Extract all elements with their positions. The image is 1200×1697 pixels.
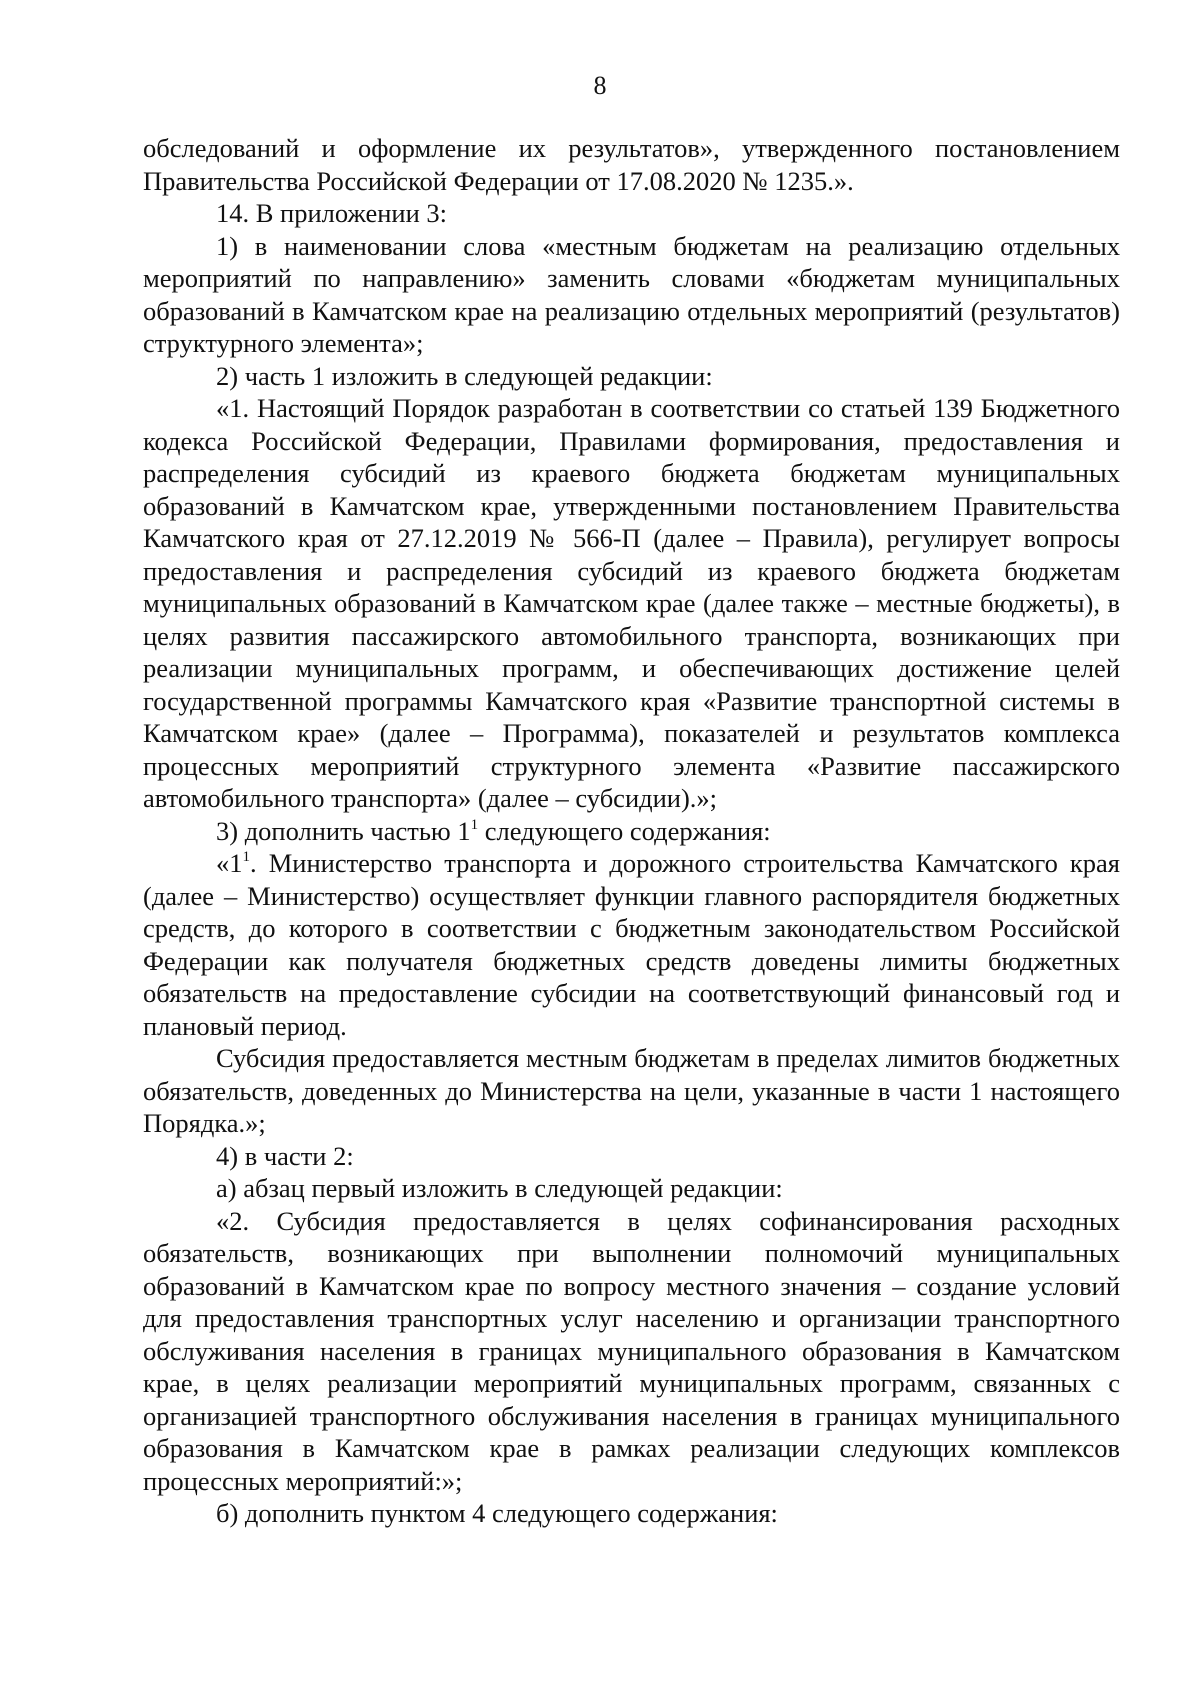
superscript: 1: [470, 816, 479, 833]
paragraph-subitem-2: 2) часть 1 изложить в следующей редакции:: [216, 360, 713, 391]
paragraph-part-2-text: «2. Субсидия предоставляется в целях софинансирования расходных обязательств, возникающих при выполнении полномочий муниципальных образований в Камчатском крае по вопросу местного значения – создание условий для предоставления транспортных услуг населению и организации транспортного обслуживания населения в границах муниципального образования в Камчатском крае, в целях реализации мероприятий муниципальных программ, связанных с организацией транспортного обслуживания населения в границах муниципального образования в Камчатском крае в рамках реализации следующих комплексов процессных мероприятий:»;: [143, 1205, 1120, 1496]
paragraph-subitem-4a: а) абзац первый изложить в следующей редакции:: [216, 1173, 783, 1203]
paragraph-subitem-1: 1) в наименовании слова «местным бюджетам на реализацию отдельных мероприятий по направлению» заменить словами «бюджетам муниципальных образований в Камчатском крае на реализацию отдельных мероприятий (результатов) структурного элемента»;: [143, 230, 1120, 358]
page-number: 8: [593, 71, 607, 100]
paragraph-subitem-4: 4) в части 2:: [216, 1140, 354, 1171]
paragraph-part-1-1-text: [143, 847, 1120, 1042]
paragraph-text: . Министерство транспорта и дорожного строительства Камчатского края (далее – Министерство) осуществляет функции главного распорядителя бюджетных средств, до которого в соответствии с бюджетным законодательством Российской Федерации как получателя бюджетных средств доведены лимиты бюджетных обязательств на предоставление субсидии на соответствующий финансовый год и плановый период.: [143, 848, 1120, 1041]
paragraph-text: «1: [216, 848, 243, 878]
paragraph-text: следующего содержания:: [478, 815, 771, 846]
paragraph-item-14: 14. В приложении 3:: [216, 198, 447, 228]
paragraph-subitem-3: [143, 815, 1120, 848]
document-body: [143, 132, 1120, 1530]
paragraph-subitem-4b: б) дополнить пунктом 4 следующего содержания:: [216, 1498, 778, 1528]
paragraph-continuation: обследований и оформление их результатов», утвержденного постановлением Правительства Российской Федерации от 17.08.2020 № 1235.».: [143, 133, 1120, 196]
superscript: 1: [242, 849, 250, 865]
paragraph-text: 3) дополнить частью 1: [216, 815, 471, 846]
paragraph-part-1-text: «1. Настоящий Порядок разработан в соответствии со статьей 139 Бюджетного кодекса Российской Федерации, Правилами формирования, предоставления и распределения субсидий из краевого бюджета бюджетам муниципальных образований в Камчатском крае, утвержденными постановлением Правительства Камчатского края от 27.12.2019 № 566-П (далее – Правила), регулирует вопросы предоставления и распределения субсидий из краевого бюджета бюджетам муниципальных образований в Камчатском крае (далее также – местные бюджеты), в целях развития пассажирского автомобильного транспорта, возникающих при реализации муниципальных программ, и обеспечивающих достижение целей государственной программы Камчатского края «Развитие транспортной системы в Камчатском крае» (далее – Программа), показателей и результатов комплекса процессных мероприятий структурного элемента «Развитие пассажирского автомобильного транспорта» (далее – субсидии).»;: [143, 393, 1120, 813]
paragraph-subsidy-limits: Субсидия предоставляется местным бюджетам в пределах лимитов бюджетных обязательств, доведенных до Министерства на цели, указанные в части 1 настоящего Порядка.»;: [143, 1043, 1120, 1138]
